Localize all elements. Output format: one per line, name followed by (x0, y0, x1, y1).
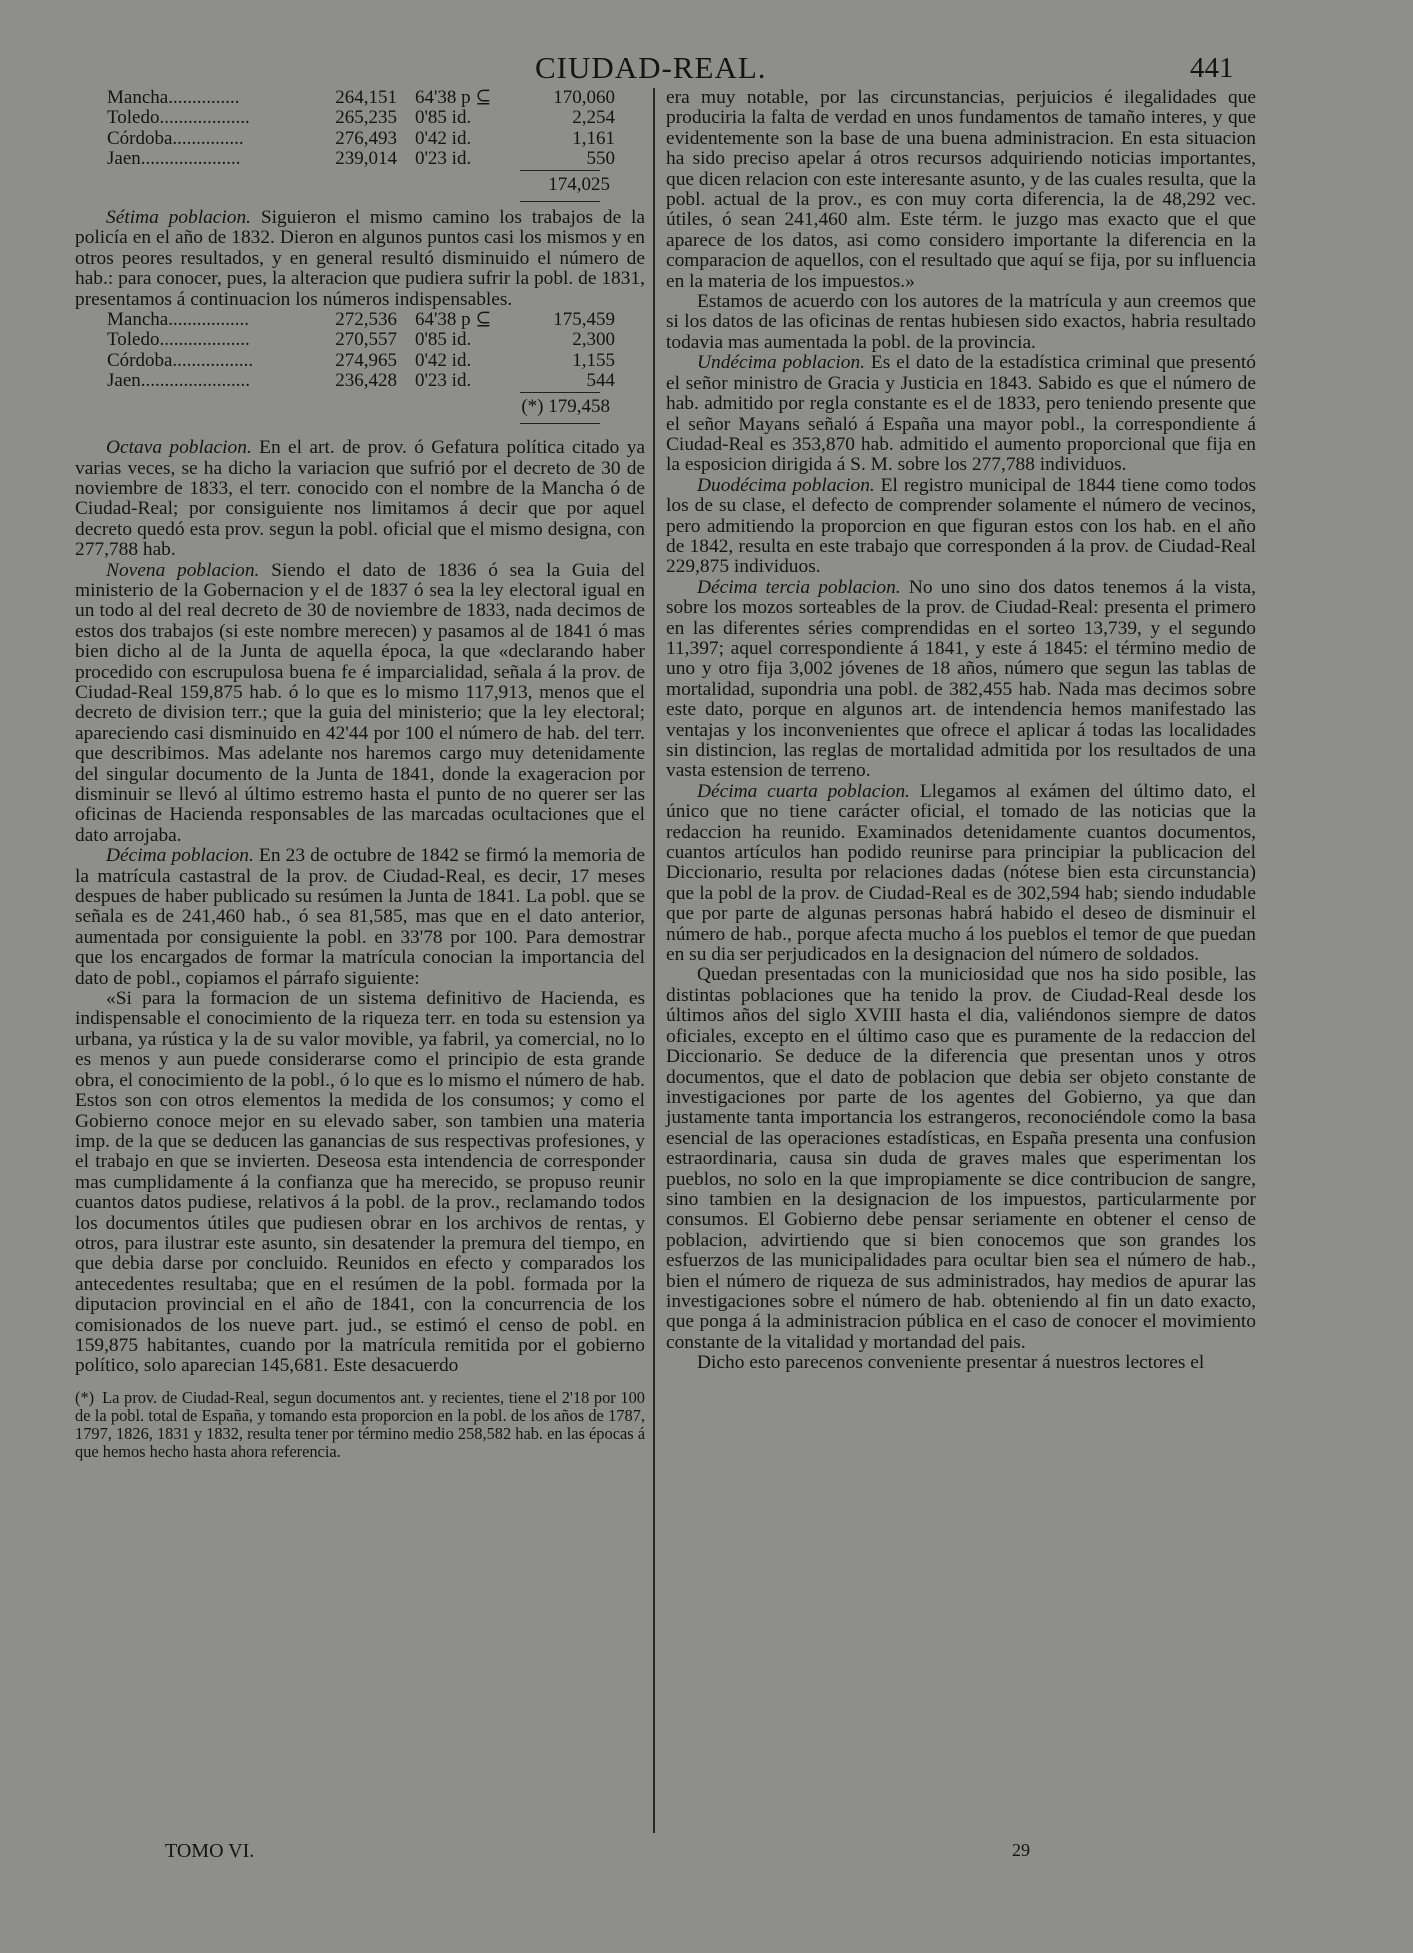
running-title: CIUDAD-REAL. (535, 50, 767, 85)
total-cell: 170,060 (553, 87, 615, 108)
population-cell: 274,965 (335, 349, 397, 371)
left-column (75, 88, 645, 1461)
paragraph-quedan: Quedan presentadas con la municiosidad que nos ha sido posible, las distintas poblaciones que ha tenido la prov. de Ciudad-Real desde los últimos años del siglo XVIII hasta el dia, valiéndonos siempre de datos oficiales, excepto en el último caso que es puramente de la redaccion del Diccionario. Se deduce de la diferencia que presentan unos y otros documentos, que el dato de poblacion que debia ser objeto constante de investigaciones por parte de los agentes del Gobierno, ya que dan justamente tanta importancia los estrangeros, reconociéndole como la basa esencial de las operaciones estadísticas, en España presenta una confusion estraordinaria, causa sin duda de graves males que esperimentan los pueblos, no solo en la que impropiamente se dice contribucion de sangre, sino tambien en la designacion de los impuestos, particularmente por consumos. El Gobierno debe pensar seriamente en obtener el censo de poblacion, advirtiendo que si bien conocemos que son grandes los esfuerzos de las municipalidades para ocultar bien sea el número de hab., bien el número de riqueza de sus administrados, hay medios de apurar las investigaciones sobre el número de hab. obteniendo al fin un dato exacto, que ponga á la administracion pública en el caso de conocer el movimiento constante de la vitalidad y mortandad del pais. (666, 964, 1256, 1353)
table-row (107, 371, 615, 391)
paragraph-decima (75, 846, 645, 989)
population-cell: 264,151 (335, 87, 397, 108)
column-divider (653, 88, 655, 1833)
text-novena: Siendo el dato de 1836 ó sea la Guia del ministerio de la Gobernacion y el de 1837 ó sea la ley electoral igual en un todo al del real decreto de 30 de noviembre de 1833, nada decimos de estos dos trabajos (si este nombre merecen) y pasamos al de 1841 ó mas bien dicho al de la Junta de aquella época, la que «declarando haber procedido con escrupulosa buena fe é imparcialidad, señala á la prov. de Ciudad-Real 159,875 hab. ó lo que es lo mismo 117,913, menos que el decreto de division terr.; que la guia del ministerio; que la ley electoral; apareciendo casi disminuido en 42'44 por 100 el número de hab. del terr. que describimos. Mas adelante nos haremos cargo muy detenidamente del singular documento de la Junta de 1841, donde la exageracion por disminuir se llevó al último estremo hasta el punto de no querer ser las oficinas de Hacienda responsables de las marcadas ocultaciones que el dato arrojaba. (75, 559, 646, 846)
table-a-total: 174,025 (548, 173, 610, 195)
page-number: 441 (1190, 52, 1234, 84)
percent-cell: 64'38 p ⊆ (415, 87, 492, 108)
population-table-a (107, 88, 615, 170)
percent-cell: 0'23 id. (415, 370, 472, 392)
total-rule-b-bottom (520, 423, 600, 424)
paragraph-acuerdo: Estamos de acuerdo con los autores de la matrícula y aun creemos que si los datos de las oficinas de rentas hubiesen sido exactos, habria resultado todavia mas aumentada la pobl. de la provincia. (666, 291, 1256, 353)
province-cell: Jaen..................... (107, 148, 241, 170)
lead-novena: Novena poblacion. (106, 559, 260, 581)
total-cell: 1,155 (572, 349, 615, 371)
province-cell: Mancha............... (107, 87, 240, 108)
text-duodecima: El registro municipal de 1844 tiene como todos los de su clase, el defecto de comprender solamente el número de vecinos, pero admitiendo la proporcion en que figuran estos con los hab. en el año de 1842, resulta en este trabajo que corresponden á la prov. de Ciudad-Real 229,875 individuos. (666, 474, 1257, 578)
percent-cell: 0'42 id. (415, 349, 472, 371)
total-cell: 550 (586, 148, 615, 170)
table-b-total: (*) 179,458 (521, 395, 610, 417)
table-row (107, 351, 615, 371)
paragraph-quote: «Si para la formacion de un sistema definitivo de Hacienda, es indispensable el conocimiento de la riqueza terr. en toda su estension ya urbana, ya rústica y la de su valor movible, ya fabril, ya comercial, no lo es menos y aun puede considerarse como el principio de esta grande obra, el conocimiento de la pobl., ó lo que es lo mismo el número de hab. Estos son con otros elementos la medida de los consumos; y como el Gobierno conoce mejor en su elevado saber, son tambien una materia imp. de la que se deducen las ganancias de sus respectivas profesiones, y el trabajo en que se invierten. Deseosa esta intendencia de corresponder mas cumplidamente á la confianza que ha merecido, se propuso reunir cuantos datos pudiese, relativos á la pobl. de la prov., reclamando todos los documentos útiles que pudiesen obrar en los archivos de rentas, y otros, para ilustrar este asunto, sin desatender la premura del tiempo, en que debia darse por concluido. Reunidos en efecto y comparados los antecedentes resultaba; que en el resúmen de la pobl. formada por la diputacion provincial en el año de 1841, con la concurrencia de los comisionados de los nueve part. jud., se estimó el censo de pobl. en 159,875 habitantes, cuando por la matrícula remitida por el gobierno político, solo aparecian 145,681. Este desacuerdo (75, 988, 645, 1377)
footnote-text: La prov. de Ciudad-Real, segun documentos ant. y recientes, tiene el 2'18 por 100 de la pobl. total de España, y tomando esta proporcion en la pobl. de los años de 1787, 1797, 1826, 1831 y 1832, resulta tener por término medio 258,582 hab. en las épocas á que hemos hecho hasta ahora referencia. (75, 1387, 645, 1461)
lead-octava: Octava poblacion. (106, 437, 252, 459)
table-row (107, 310, 615, 330)
paragraph-continuation: era muy notable, por las circunstancias, perjuicios é ilegalidades que produciria la falta de verdad en unos fundamentos de tamaño interes, y que evidentemente son la base de una buena administracion. En esta situacion ha sido preciso apelar á otros recursos adquiriendo noticias importantes, que dicen relacion con este interesante asunto, y de las cuales resulta, que la pobl. actual de la prov., es con muy corta diferencia, la de 48,292 vec. útiles, ó sean 241,460 alm. Este térm. le juzgo mas exacto que el que aparece de los datos, asi como considero importante la diferencia en la comparacion de aquellos, con el resultado que aquí se fija, por su influencia en la materia de los impuestos.» (666, 87, 1256, 292)
population-table-b (107, 310, 615, 392)
province-cell: Córdoba................. (107, 349, 254, 371)
percent-cell: 64'38 p ⊆ (415, 309, 492, 331)
total-cell: 2,300 (572, 329, 615, 351)
lead-decima-tercia: Décima tercia poblacion. (697, 576, 901, 598)
lead-decima-cuarta: Décima cuarta poblacion. (697, 780, 910, 802)
lead-decima: Décima poblacion. (106, 845, 254, 867)
province-cell: Toledo................... (107, 107, 250, 129)
total-cell: 544 (586, 370, 615, 392)
paragraph-undecima (666, 353, 1256, 475)
table-row (107, 108, 615, 128)
volume-label: TOMO VI. (165, 1840, 255, 1862)
population-cell: 239,014 (335, 148, 397, 170)
paragraph-octava (75, 438, 645, 560)
lead-duodecima: Duodécima poblacion. (697, 474, 875, 496)
signature-mark: 29 (1012, 1840, 1030, 1860)
paragraph-duodecima (666, 476, 1256, 578)
text-decima-cuarta: Llegamos al exámen del último dato, el único que no tiene carácter oficial, el tomado de las noticias que la redaccion ha reunido. Examinados detenidamente cuantos documentos, cuantos artículos han podido reunirse para principiar la publicacion del Diccionario, resulta por relaciones dadas (nótese bien esta circunstancia) que la pobl de la prov. de Ciudad-Real es de 302,594 hab; siendo indudable que por parte de algunas personas habrá habido el deseo de disminuir el número de hab., porque afecta mucho á los pueblos el temor de que puedan en su dia ser perjudicados en la designacion del número de soldados. (666, 780, 1256, 966)
population-cell: 270,557 (335, 329, 397, 351)
table-row (107, 149, 615, 169)
total-rule-a (520, 170, 600, 171)
lead-septima: Sétima poblacion. (106, 207, 252, 229)
right-column (666, 88, 1256, 1374)
total-rule-a-bottom (520, 201, 600, 202)
percent-cell: 0'85 id. (415, 329, 472, 351)
page-header (0, 50, 1413, 90)
total-cell: 1,161 (572, 127, 615, 149)
total-cell: 175,459 (553, 309, 615, 331)
province-cell: Mancha................. (107, 309, 249, 331)
table-row (107, 330, 615, 350)
text-septima: Siguieron el mismo camino los trabajos de la policía en el año de 1832. Dieron en algunos puntos casi los mismos y en otros peores resultados, y en general resultó disminuido el número de hab.: para conocer, pues, la alteracion que pudiera sufrir la pobl. de 1831, presentamos á continuacion los números indispensables. (75, 207, 645, 310)
province-cell: Córdoba............... (107, 127, 244, 149)
footnote-mark: (*) (75, 1387, 95, 1407)
province-cell: Jaen....................... (107, 370, 251, 392)
percent-cell: 0'85 id. (415, 107, 472, 129)
paragraph-septima (75, 208, 645, 310)
percent-cell: 0'23 id. (415, 148, 472, 170)
text-octava: En el art. de prov. ó Gefatura política citado ya varias veces, se ha dicho la variacion que sufrió por el decreto de 30 de noviembre de 1833, el terr. conocido con el nombre de la Mancha ó de Ciudad-Real; por consiguiente nos limitamos á decir que por aquel decreto quedó esta prov. segun la pobl. oficial que el mismo designa, con 277,788 hab. (75, 437, 646, 561)
population-cell: 276,493 (335, 127, 397, 149)
total-rule-b (520, 392, 600, 393)
lead-undecima: Undécima poblacion. (697, 352, 865, 374)
total-cell: 2,254 (572, 107, 615, 129)
paragraph-decima-cuarta (666, 782, 1256, 966)
population-cell: 236,428 (335, 370, 397, 392)
text-decima: En 23 de octubre de 1842 se firmó la memoria de la matrícula castastral de la prov. de Ciudad-Real, es decir, 17 meses despues de haber publicado su resúmen la Junta de 1841. La pobl. que se señala es de 241,460 hab., ó sea 81,585, mas que en el dato anterior, aumentada por consiguiente la pobl. en 33'78 por 100. Para demostrar que los encargados de formar la matrícula conocian la importancia del dato de pobl., copiamos el párrafo siguiente: (75, 845, 645, 989)
text-undecima: Es el dato de la estadística criminal que presentó el señor ministro de Gracia y Justicia en 1843. Sabido es que el número de hab. admitido por regla constante es el de 1833, pero teniendo presente que el señor Mayans señaló á España una mayor pobl., la correspondiente á Ciudad-Real es 353,870 hab. admitido el aumento proporcional que fija en la esposicion dirigida á S. M. sobre los 277,788 individuos. (666, 352, 1256, 476)
text-decima-tercia: No uno sino dos datos tenemos á la vista, sobre los mozos sorteables de la prov. de Ciudad-Real: presenta el primero en las diferentes séries comprendidas en el sorteo 13,739, y el segundo 11,397; aquel correspondiente á 1841, y este á 1845: el término medio de uno y otro fija 3,002 jóvenes de 18 años, número que segun las tablas de mortalidad, supondria una pobl. de 382,455 hab. Nada mas decimos sobre este dato, porque en algunos art. de intendencia hemos manifestado las ventajas y los inconvenientes que ofrece el aplicar á todas las localidades sin distincion, las reglas de mortalidad admitida por los resultados de una vasta estension de terreno. (666, 576, 1256, 782)
paragraph-dicho: Dicho esto parecenos conveniente presentar á nuestros lectores el (697, 1352, 1205, 1374)
province-cell: Toledo................... (107, 329, 250, 351)
table-row (107, 88, 615, 108)
table-row (107, 129, 615, 149)
paragraph-novena (75, 561, 645, 847)
population-cell: 272,536 (335, 309, 397, 331)
population-cell: 265,235 (335, 107, 397, 129)
paragraph-decima-tercia (666, 578, 1256, 782)
percent-cell: 0'42 id. (415, 127, 472, 149)
footnote (75, 1389, 645, 1461)
